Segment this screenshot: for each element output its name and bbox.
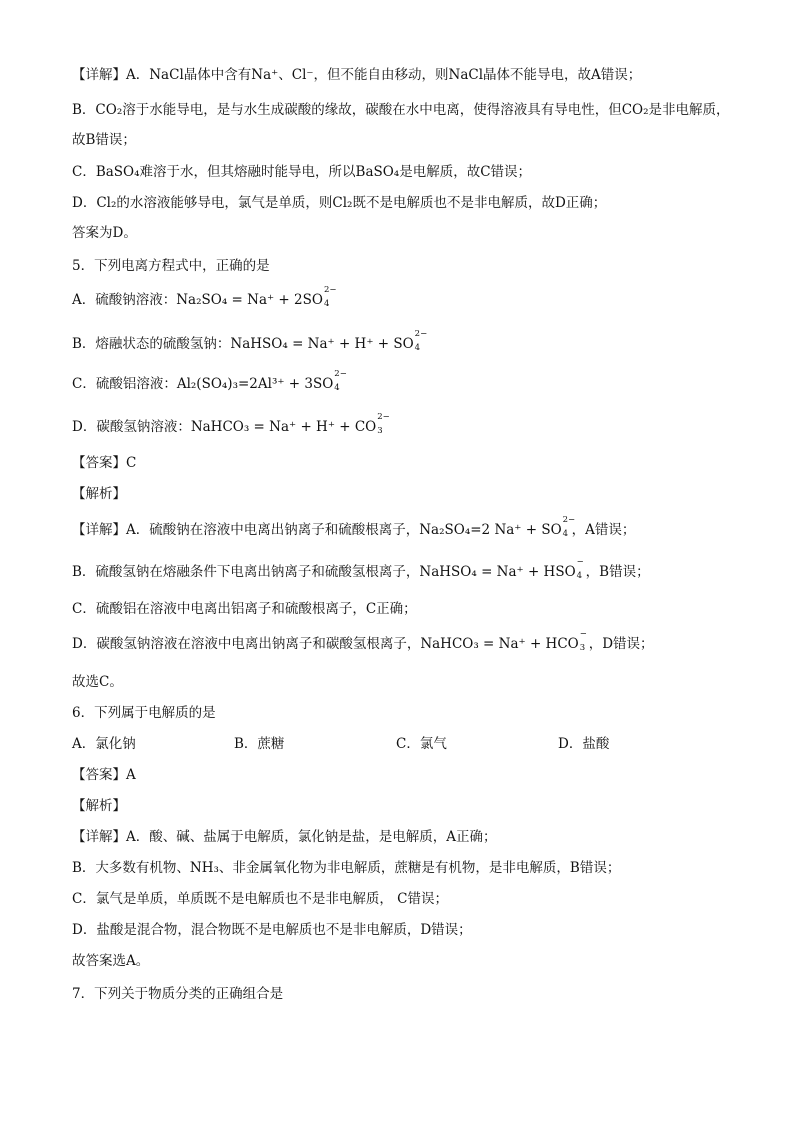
- q5-explain-d: [72, 628, 654, 653]
- q4-explain-d: D．Cl₂的水溶液能够导电，氯气是单质，则Cl₂既不是电解质也不是非电解质，故D正确；: [72, 195, 607, 211]
- q6-option-c: C．氯气: [396, 736, 447, 752]
- q5-explain-a: [72, 514, 636, 539]
- q6-option-a: A．氯化钠: [72, 736, 136, 752]
- q5-final-answer: 故选C。: [72, 674, 123, 690]
- q4-final-answer: 答案为D。: [72, 225, 137, 241]
- q6-option-d: D．盐酸: [558, 736, 610, 752]
- sulfate-ion-notation: 2− 4: [562, 514, 576, 539]
- q5-explain-b: [72, 556, 650, 581]
- q7-stem: 7．下列关于物质分类的正确组合是: [72, 986, 284, 1002]
- q5-explain-d-tail: ，D错误；: [588, 636, 654, 652]
- q6-option-b: B．蔗糖: [234, 736, 285, 752]
- q5-option-b: [72, 328, 428, 353]
- hydrogen-sulfate-ion-notation: − 4: [576, 556, 584, 581]
- q5-option-a: [72, 284, 337, 309]
- q5-answer: 【答案】C: [72, 455, 137, 471]
- sulfate-ion-notation: 2− 4: [414, 328, 428, 353]
- q6-explain-b: B．大多数有机物、NH₃、非金属氧化物为非电解质，蔗糖是有机物，是非电解质，B错误；: [72, 860, 621, 876]
- q5-option-d-text: D．碳酸氢钠溶液：NaHCO₃ = Na⁺ + H⁺ + CO: [72, 419, 377, 435]
- q5-option-d: [72, 411, 390, 436]
- sulfate-ion-notation: 2− 4: [334, 368, 347, 393]
- q6-analysis-heading: 【解析】: [72, 798, 126, 814]
- q6-explain-a: 【详解】A．酸、碱、盐属于电解质，氯化钠是盐，是电解质，A正确；: [72, 829, 497, 845]
- q5-explain-c: C．硫酸铝在溶液中电离出铝离子和硫酸根离子，C正确；: [72, 601, 417, 617]
- q5-stem: 5．下列电离方程式中，正确的是: [72, 258, 270, 274]
- q5-option-b-text: B．熔融状态的硫酸氢钠：NaHSO₄ = Na⁺ + H⁺ + SO: [72, 336, 414, 352]
- q5-explain-b-tail: ，B错误；: [585, 564, 650, 580]
- q6-stem: 6．下列属于电解质的是: [72, 705, 216, 721]
- q5-explain-b-text: B．硫酸氢钠在熔融条件下电离出钠离子和硫酸氢根离子，NaHSO₄ = Na⁺ + HSO: [72, 564, 576, 580]
- q6-final-answer: 故答案选A。: [72, 953, 150, 969]
- q5-option-c: [72, 368, 347, 393]
- q6-explain-d: D．盐酸是混合物，混合物既不是电解质也不是非电解质，D错误；: [72, 922, 472, 938]
- sulfate-ion-notation: 2− 4: [323, 284, 337, 309]
- q5-explain-d-text: D．碳酸氢钠溶液在溶液中电离出钠离子和碳酸氢根离子，NaHCO₃ = Na⁺ + HCO: [72, 636, 579, 652]
- q6-options: [72, 735, 712, 753]
- q6-explain-c: C．氯气是单质，单质既不是电解质也不是非电解质， C错误；: [72, 891, 448, 907]
- q5-analysis-heading: 【解析】: [72, 486, 126, 502]
- q4-explain-b-line2: 故B错误；: [72, 132, 136, 148]
- bicarbonate-ion-notation: − 3: [579, 628, 587, 653]
- q5-explain-a-text: 【详解】A．硫酸钠在溶液中电离出钠离子和硫酸根离子，Na₂SO₄=2 Na⁺ + SO: [72, 522, 562, 538]
- carbonate-ion-notation: 2− 3: [377, 411, 390, 436]
- q4-explain-c: C．BaSO₄难溶于水，但其熔融时能导电，所以BaSO₄是电解质，故C错误；: [72, 164, 532, 180]
- q5-option-a-text: A．硫酸钠溶液：Na₂SO₄ = Na⁺ + 2SO: [72, 292, 323, 308]
- q4-explain-b-line1: B．CO₂溶于水能导电，是与水生成碳酸的缘故，碳酸在水中电离，使得溶液具有导电性，但CO₂是非电解质，: [72, 102, 730, 118]
- q5-option-c-text: C．硫酸铝溶液：Al₂(SO₄)₃=2Al³⁺ + 3SO: [72, 376, 334, 392]
- q4-explain-a: 【详解】A．NaCl晶体中含有Na⁺、Cl⁻，但不能自由移动，则NaCl晶体不能导电，故A错误；: [72, 67, 642, 83]
- q6-answer: 【答案】A: [72, 767, 136, 783]
- q5-explain-a-tail: ，A错误；: [571, 522, 636, 538]
